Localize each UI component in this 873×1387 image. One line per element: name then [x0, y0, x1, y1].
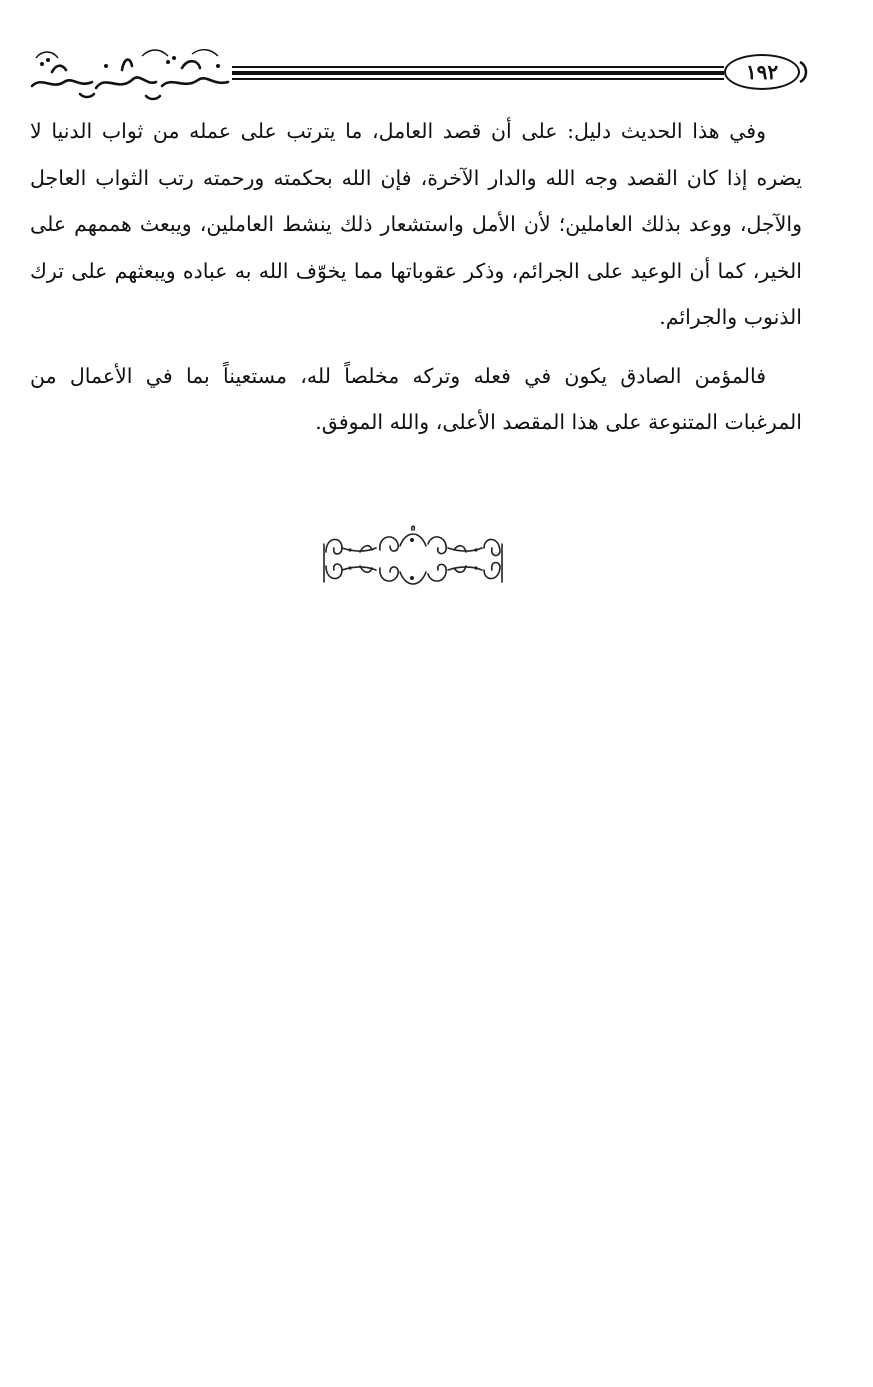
calligraphic-author-logo-icon	[22, 46, 237, 104]
header-rule	[232, 66, 724, 80]
page-header	[22, 46, 812, 104]
page-number-frame	[724, 54, 800, 90]
page-body	[30, 108, 802, 446]
page-number: ١٩٢	[745, 60, 779, 84]
floral-section-divider-icon	[320, 522, 506, 594]
paragraph-1: وفي هذا الحديث دليل: على أن قصد العامل، ما يترتب على عمله من ثواب الدنيا لا يضره إذا كان القصد وجه الله والدار الآخرة، فإن الله بحكمته ورحمته رتب الثواب العاجل والآجل، ووعد بذلك العاملين؛ لأن الأمل واستشعار ذلك ينشط العاملين، ويبعث هممهم على الخير، كما أن الوعيد على الجرائم، وذكر عقوباتها مما يخوّف الله به عباده ويبعثهم على ترك الذنوب والجرائم.	[30, 119, 802, 329]
paragraph-2: فالمؤمن الصادق يكون في فعله وتركه مخلصاً لله، مستعيناً بما في الأعمال من المرغبات المتنوعة على هذا المقصد الأعلى، والله الموفق.	[30, 363, 802, 434]
frame-tail-icon	[798, 60, 812, 84]
